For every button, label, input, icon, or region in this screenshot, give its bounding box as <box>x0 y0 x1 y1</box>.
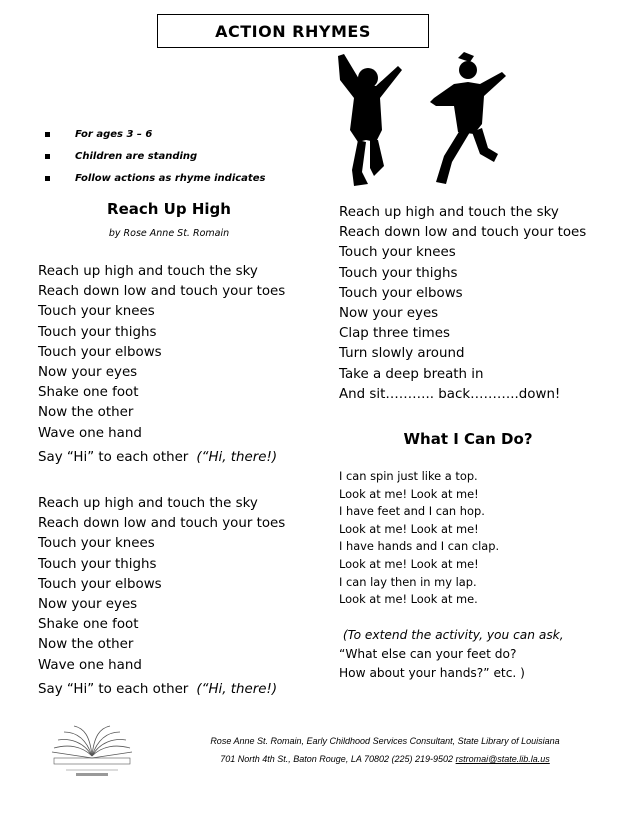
page-title: ACTION RHYMES <box>157 14 429 48</box>
say-hi-line <box>38 680 285 700</box>
extend-line: “What else can your feet do? <box>339 647 517 661</box>
rhyme-line: Look at me! Look at me! <box>339 556 479 571</box>
say-hi-quote: (“Hi, there!) <box>196 681 278 697</box>
reach-up-high-heading: Reach Up High <box>107 200 231 218</box>
rhyme-line: Touch your thighs <box>339 265 458 281</box>
rhyme-line: Reach down low and touch your toes <box>339 225 587 241</box>
say-hi-text: Say “Hi” to each other <box>38 681 189 697</box>
rhyme-line: I have feet and I can hop. <box>339 504 485 519</box>
rhyme-line: Now your eyes <box>38 597 138 613</box>
jumping-children-illustration <box>318 44 528 204</box>
rhyme-line: Reach down low and touch your toes <box>38 284 286 300</box>
rhyme-line: Touch your knees <box>38 304 155 320</box>
footer-credit: Rose Anne St. Romain, Early Childhood Services Consultant, State Library of Louisiana <box>210 736 560 746</box>
instruction-item: For ages 3 – 6 <box>42 124 265 146</box>
extend-line <box>339 626 564 645</box>
rhyme-line: Reach down low and touch your toes <box>38 516 286 532</box>
footer-contact <box>150 750 620 768</box>
rhyme-line: Wave one hand <box>38 657 142 673</box>
rhyme-line: Reach up high and touch the sky <box>339 205 559 220</box>
what-i-can-do-heading: What I Can Do? <box>403 430 533 448</box>
state-library-logo <box>46 718 138 780</box>
footer-email-link[interactable]: rstromai@state.lib.la.us <box>455 754 550 764</box>
instruction-item: Follow actions as rhyme indicates <box>42 168 265 190</box>
rhyme-line: Look at me! Look at me! <box>339 521 479 536</box>
rhyme-line: Touch your knees <box>339 245 456 261</box>
rhyme-line: Wave one hand <box>38 425 142 441</box>
page-footer <box>150 732 620 768</box>
rhyme-line: And sit……….. back………..down! <box>339 386 561 402</box>
rhyme-line: Look at me! Look at me. <box>339 592 478 607</box>
rhyme-line: Touch your knees <box>38 536 155 552</box>
rhyme-line: Touch your elbows <box>38 576 162 592</box>
rhyme-line: Reach up high and touch the sky <box>38 496 258 511</box>
say-hi-text: Say “Hi” to each other <box>38 449 189 465</box>
rhyme-line: I can spin just like a top. <box>339 469 478 483</box>
what-i-can-do-rhyme <box>339 468 499 609</box>
rhyme-verse-1 <box>38 262 285 468</box>
rhyme-line: Touch your thighs <box>38 324 157 340</box>
extend-activity-note <box>339 626 564 683</box>
rhyme-line: Clap three times <box>339 326 450 342</box>
rhyme-line: Shake one foot <box>38 617 139 633</box>
reach-up-high-author: by Rose Anne St. Romain <box>108 228 230 239</box>
rhyme-line: Look at me! Look at me! <box>339 486 479 501</box>
rhyme-line: Now your eyes <box>38 365 138 381</box>
rhyme-line: Take a deep breath in <box>339 366 484 382</box>
rhyme-line: Now the other <box>38 637 134 653</box>
rhyme-verse-2 <box>38 494 285 700</box>
rhyme-line: Turn slowly around <box>339 346 465 362</box>
say-hi-line <box>38 448 285 468</box>
extend-line: How about your hands?” etc. ) <box>339 666 525 680</box>
say-hi-quote: (“Hi, there!) <box>196 449 278 465</box>
instructions-list <box>42 124 265 190</box>
extend-intro: (To extend the activity, you can ask, <box>342 628 564 642</box>
rhyme-line: I can lay then in my lap. <box>339 574 477 589</box>
rhyme-line: Shake one foot <box>38 385 139 401</box>
rhyme-verse-3 <box>339 203 586 405</box>
rhyme-line: Now the other <box>38 405 134 421</box>
rhyme-line: Touch your thighs <box>38 556 157 572</box>
rhyme-line: Reach up high and touch the sky <box>38 264 258 279</box>
rhyme-line: Touch your elbows <box>339 285 463 301</box>
rhyme-line: Now your eyes <box>339 306 439 322</box>
footer-address: 701 North 4th St., Baton Rouge, LA 70802 (225) 219-9502 <box>220 754 454 764</box>
instruction-item: Children are standing <box>42 146 265 168</box>
rhyme-line: Touch your elbows <box>38 344 162 360</box>
rhyme-line: I have hands and I can clap. <box>339 539 500 554</box>
